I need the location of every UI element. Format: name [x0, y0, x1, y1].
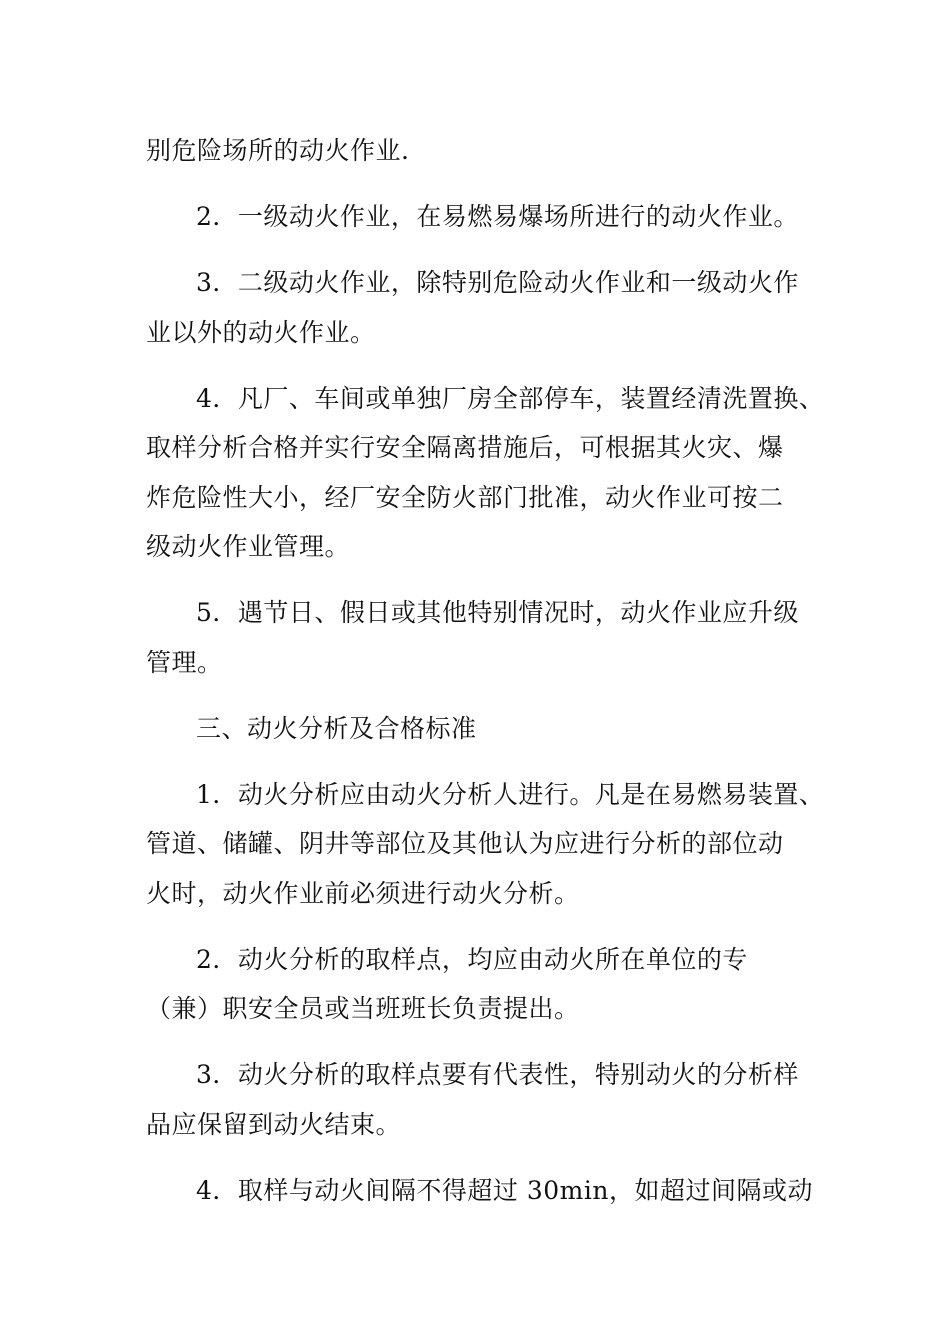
text-line: 4．取样与动火间隔不得超过 30min，如超过间隔或动 [196, 1176, 813, 1205]
text-line: 业以外的动火作业。 [146, 318, 376, 347]
text-line: 3．动火分析的取样点要有代表性，特别动火的分析样 [196, 1060, 799, 1089]
text-line: 管理。 [146, 648, 223, 677]
text-line: 管道、储罐、阴井等部位及其他认为应进行分析的部位动 [146, 829, 784, 858]
text-line: 别危险场所的动火作业. [146, 136, 410, 165]
text-line: 取样分析合格并实行安全隔离措施后，可根据其火灾、爆 [146, 433, 784, 462]
text-line: 品应保留到动火结束。 [146, 1110, 402, 1139]
text-line: 火时，动火作业前必须进行动火分析。 [146, 879, 580, 908]
text-line: （兼）职安全员或当班班长负责提出。 [146, 994, 580, 1023]
text-line: 3．二级动火作业，除特别危险动火作业和一级动火作 [196, 268, 799, 297]
text-line: 炸危险性大小，经厂安全防火部门批准，动火作业可按二 [146, 483, 784, 512]
text-line: 4．凡厂、车间或单独厂房全部停车，装置经清洗置换、 [196, 384, 825, 413]
section-heading: 三、动火分析及合格标准 [196, 714, 477, 743]
text-line: 5．遇节日、假日或其他特别情况时，动火作业应升级 [196, 598, 799, 627]
text-line: 2．动火分析的取样点，均应由动火所在单位的专 [196, 945, 748, 974]
text-line: 2．一级动火作业，在易燃易爆场所进行的动火作业。 [196, 202, 799, 231]
text-line: 1．动火分析应由动火分析人进行。凡是在易燃易装置、 [196, 780, 825, 809]
text-line: 级动火作业管理。 [146, 532, 351, 561]
